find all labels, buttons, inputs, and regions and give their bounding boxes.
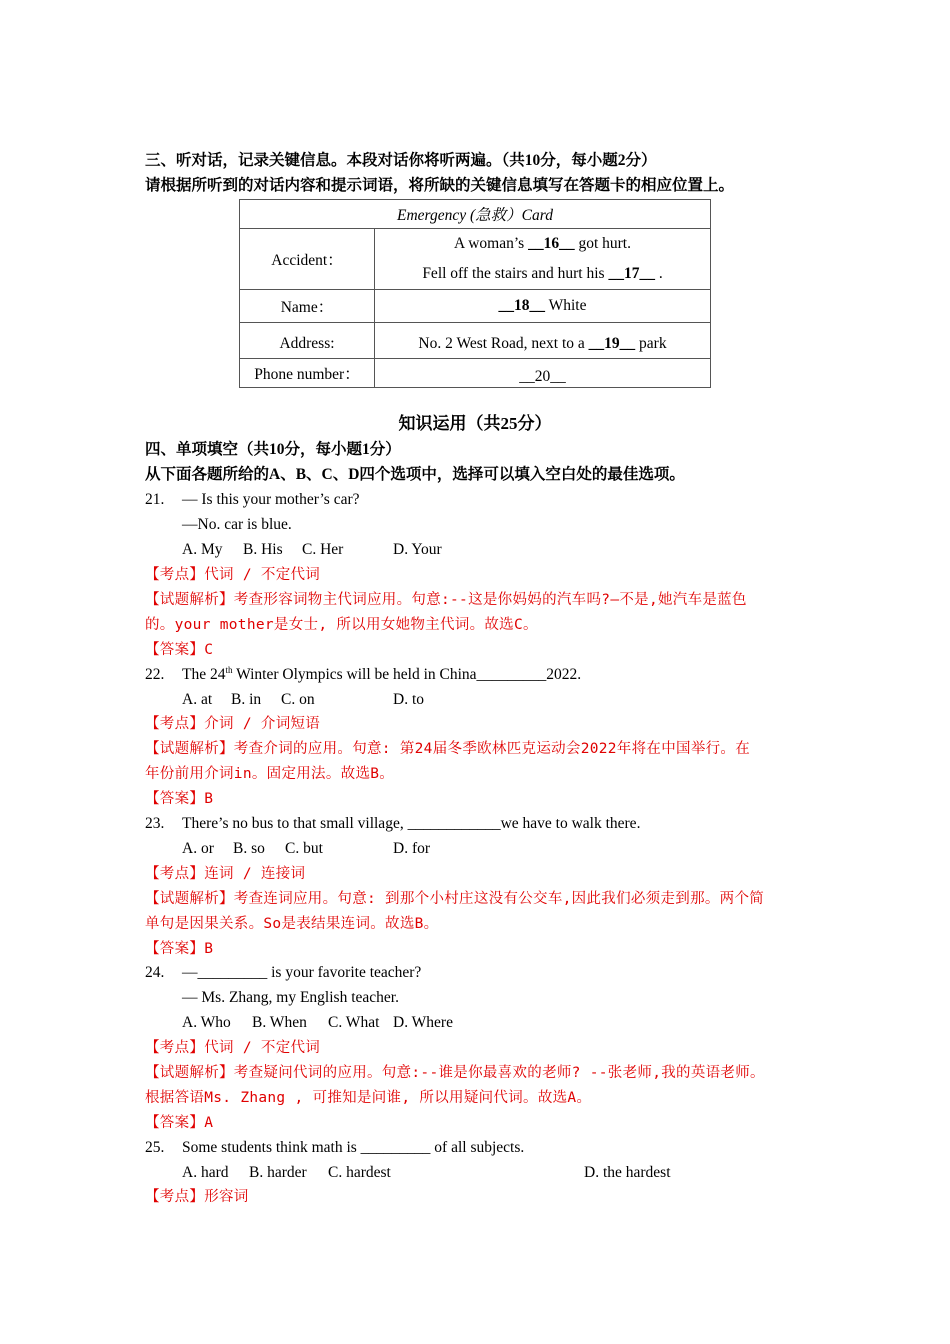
q25-option-a: A. hard	[182, 1164, 229, 1181]
q23-option-d: D. for	[393, 840, 431, 857]
q24-option-a: A. Who	[182, 1014, 231, 1031]
name-cell	[375, 290, 711, 323]
q23-option-c: C. but	[285, 840, 323, 857]
card-title: Emergency (急救）Card	[240, 200, 711, 229]
q22-number: 22.	[145, 666, 165, 683]
blank-19: __19__	[588, 334, 636, 352]
knowledge-title: 知识运用（共25分）	[398, 414, 552, 433]
q24-answer: 【答案】A	[145, 1115, 214, 1131]
q25-kaodian: 【考点】形容词	[145, 1189, 249, 1205]
blank-16: __16__	[528, 235, 575, 252]
emergency-card-table	[239, 199, 711, 388]
q22-superscript: th	[225, 664, 233, 675]
q24-line1: —_________ is your favorite teacher?	[182, 964, 422, 981]
accident-text: got hurt.	[574, 235, 631, 252]
name-text: White	[545, 297, 587, 314]
q23-line1: There’s no bus to that small village, ____________we have to walk there.	[182, 815, 641, 832]
q24-option-d: D. Where	[393, 1014, 453, 1031]
accident-text: Fell off the stairs and hurt his	[422, 265, 609, 282]
q23-number: 23.	[145, 815, 165, 832]
q21-option-b: B. His	[243, 541, 283, 558]
accident-text: .	[654, 265, 663, 282]
q23-jiexi-1: 【试题解析】考查连词应用。句意: 到那个小村庄这没有公交车,因此我们必须走到那。两个简	[145, 891, 765, 907]
q24-option-b: B. When	[252, 1014, 307, 1031]
section3-instruction: 请根据所听到的对话内容和提示词语，将所缺的关键信息填写在答题卡的相应位置上。	[145, 177, 735, 194]
accident-text: A woman’s	[454, 235, 529, 252]
q21-line1: — Is this your mother’s car?	[182, 491, 360, 508]
q21-number: 21.	[145, 491, 165, 508]
section3-heading: 三、听对话，记录关键信息。本段对话你将听两遍。（共10分，每小题2分）	[145, 152, 657, 169]
q22-jiexi-2: 年份前用介词in。固定用法。故选B。	[145, 766, 395, 782]
q24-jiexi-1: 【试题解析】考查疑问代词的应用。句意:--谁是你最喜欢的老师? --张老师,我的英语老师。	[145, 1065, 765, 1081]
q22-text: The 24	[182, 666, 226, 683]
q24-line2: — Ms. Zhang, my English teacher.	[182, 989, 399, 1006]
q22-jiexi-1: 【试题解析】考查介词的应用。句意: 第24届冬季欧林匹克运动会2022年将在中国举行。在	[145, 741, 751, 757]
blank-17: __17__	[608, 265, 655, 282]
blank-18: __18__	[498, 297, 546, 314]
q25-option-c: C. hardest	[328, 1164, 391, 1181]
q22-option-b: B. in	[231, 691, 262, 708]
section4-instruction: 从下面各题所给的A、B、C、D四个选项中，选择可以填入空白处的最佳选项。	[145, 466, 685, 483]
accident-line-1	[375, 229, 710, 259]
q25-option-d: D. the hardest	[584, 1164, 671, 1181]
blank-20: __20__	[375, 359, 711, 388]
q21-kaodian: 【考点】代词 / 不定代词	[145, 567, 321, 583]
q22-kaodian: 【考点】介词 / 介词短语	[145, 716, 321, 732]
q22-answer: 【答案】B	[145, 791, 214, 807]
q24-number: 24.	[145, 964, 165, 981]
q22-option-c: C. on	[281, 691, 315, 708]
q21-option-c: C. Her	[302, 541, 344, 558]
section4-heading: 四、单项填空（共10分，每小题1分）	[145, 441, 401, 458]
address-text: park	[635, 334, 667, 352]
q22-option-d: D. to	[393, 691, 424, 708]
phone-label: Phone number：	[240, 359, 375, 388]
address-label: Address:	[240, 323, 375, 359]
q24-option-c: C. What	[328, 1014, 380, 1031]
accident-label: Accident：	[240, 229, 375, 290]
address-cell	[375, 323, 711, 359]
q23-option-a: A. or	[182, 840, 214, 857]
q24-kaodian: 【考点】代词 / 不定代词	[145, 1040, 321, 1056]
q25-line1: Some students think math is _________ of all subjects.	[182, 1139, 525, 1156]
q23-option-b: B. so	[233, 840, 265, 857]
q22-option-a: A. at	[182, 691, 213, 708]
q23-kaodian: 【考点】连词 / 连接词	[145, 866, 306, 882]
q22-text: Winter Olympics will be held in China_________2022.	[232, 666, 582, 683]
q25-number: 25.	[145, 1139, 165, 1156]
q25-option-b: B. harder	[249, 1164, 307, 1181]
q21-option-a: A. My	[182, 541, 223, 558]
q21-option-d: D. Your	[393, 541, 442, 558]
name-label: Name：	[240, 290, 375, 323]
address-text: No. 2 West Road, next to a	[418, 334, 589, 352]
q21-jiexi-2: 的。your mother是女士, 所以用女她物主代词。故选C。	[145, 617, 538, 633]
q23-answer: 【答案】B	[145, 941, 214, 957]
q22-question	[182, 665, 581, 685]
q21-jiexi-1: 【试题解析】考查形容词物主代词应用。句意:--这是你妈妈的汽车吗?—不是,她汽车是蓝色	[145, 592, 747, 608]
q24-jiexi-2: 根据答语Ms. Zhang , 可推知是问谁, 所以用疑问代词。故选A。	[145, 1090, 592, 1106]
q23-jiexi-2: 单句是因果关系。So是表结果连词。故选B。	[145, 916, 439, 932]
q21-line2: —No. car is blue.	[182, 516, 292, 533]
q21-answer: 【答案】C	[145, 642, 214, 658]
accident-cell	[375, 229, 711, 290]
accident-line-2	[375, 259, 710, 289]
